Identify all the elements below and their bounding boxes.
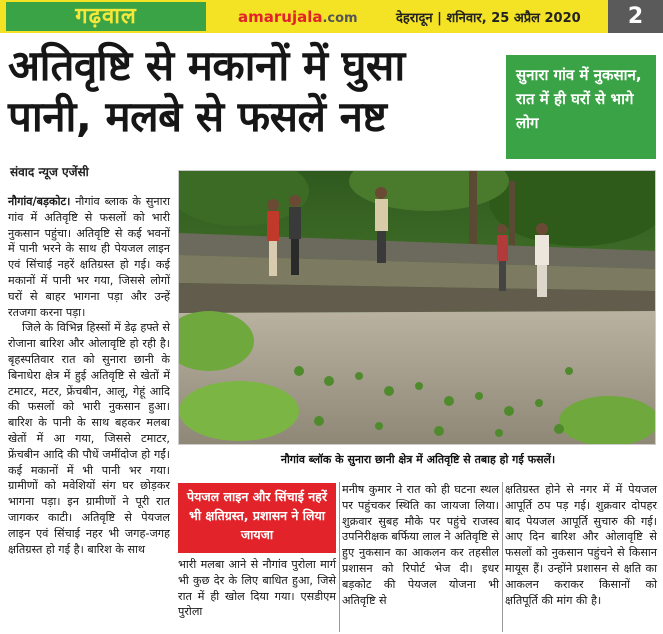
article-column-2: भारी मलबा आने से नौगांव पुरोला मार्ग भी कुछ देर के लिए बाधित हुआ, जिसे रात में ही खोल दिया गया। एसडीएम पुरोला [178, 558, 336, 619]
paragraph-1-text: नौगांव ब्लाक के सुनारा गांव में अतिवृष्टि से फसलों को भारी नुकसान पहुंचा। अतिवृष्टि से कई भवनों में पानी भरने के साथ ही पेयजल लाइन एवं सिंचाई नहरें क्षतिग्रस्त हो गई। कई मकानों में पानी भर गया, जिससे लोगों घरों से बाहर भागना पड़ा और उन्हें रतजगा करना पड़ा। [8, 195, 170, 319]
byline: संवाद न्यूज एजेंसी [10, 165, 89, 179]
headline [8, 40, 498, 142]
photo-caption: नौगांव ब्लॉक के सुनारा छानी क्षेत्र में अतिवृष्टि से तबाह हो गई फसलें। [280, 453, 556, 466]
subhead-box: सुनारा गांव में नुकसान, रात में ही घरों से भागे लोग [506, 55, 656, 159]
headline-line-1: अतिवृष्टि से मकानों में घुसा [8, 41, 405, 90]
highlight-box: पेयजल लाइन और सिंचाई नहरें भी क्षतिग्रस्त, प्रशासन ने लिया जायजा [178, 483, 336, 553]
column-divider [339, 482, 340, 632]
brand-logo[interactable] [238, 8, 358, 26]
paragraph-1 [8, 194, 170, 320]
section-tag: गढ़वाल [6, 2, 206, 31]
headline-line-2: पानी, मलबे से फसलें नष्ट [8, 92, 387, 141]
paragraph-2: जिले के विभिन्न हिस्सों में डेढ़ हफ्ते से रोजाना बारिश और ओलावृष्टि हो रही है। बृहस्पतिवार रात को सुनारा छानी के बिनाधेरा क्षेत्र में हुई अतिवृष्टि से खेतों में टमाटर, मटर, फ्रेंचबीन, आलू, गेहूं आदि की फसलों को भारी नुकसान हुआ। बारिश के पानी के साथ बहकर मलबा खेतों में आ गया, जिससे टमाटर, फ्रेंचबीन आदि की पौधें जमींदोज हो गईं। कई मकानों में भी पानी भर गया। ग्रामीणों को मवेशियों संग घर छोड़कर भागना पड़ा। इन ग्रामीणों ने पूरी रात जागकर काटी। अतिवृष्टि से पेयजल लाइन एवं सिंचाई नहर भी जगह-जगह क्षतिग्रस्त हो गई है। बारिश के साथ [8, 321, 170, 556]
field-damage-illustration [179, 171, 656, 445]
brand-domain: .com [322, 11, 358, 26]
article-column-4: क्षतिग्रस्त होने से नगर में में पेयजल आपूर्ति ठप पड़ गई। शुक्रवार दोपहर बाद पेयजल आपूर्ति सुचारु की गई। आए दिन बारिश और ओलावृष्टि से फसलों को नुकसान पहुंचने से किसान मायूस हैं। उन्होंने प्रशासन से क्षति का आकलन कराकर किसानों को क्षतिपूर्ति की मांग की है। [505, 483, 657, 607]
article-column-left [8, 194, 170, 557]
dateline: देहरादून | शनिवार, 25 अप्रैल 2020 [396, 11, 581, 26]
page-number: 2 [608, 0, 663, 33]
column-divider [502, 482, 503, 632]
brand-name: amarujala [238, 8, 323, 26]
news-photo [178, 170, 656, 445]
article-column-3: मनीष कुमार ने रात को ही घटना स्थल पर पहुंचकर स्थिति का जायजा लिया। शुक्रवार सुबह मौके पर पहुंचे राजस्व उपनिरीक्षक बर्फिया लाल ने अतिवृष्टि से हुए नुकसान का आकलन कर तहसील प्रशासन को रिपोर्ट भेज दी। इधर बड़कोट की पेयजल योजना भी अतिवृष्टि से [342, 483, 499, 607]
lead-dateline: नौगांव/बड़कोट। [8, 195, 71, 208]
